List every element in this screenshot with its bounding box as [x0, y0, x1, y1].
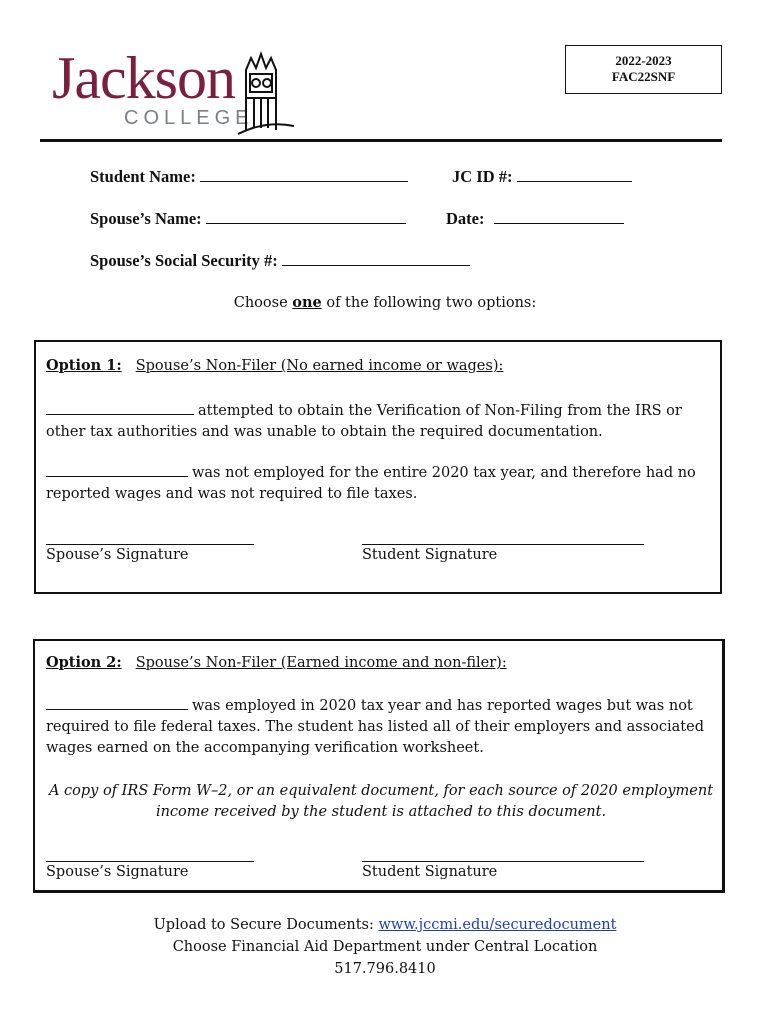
- option-2-heading: [46, 654, 507, 671]
- option-1-student-signature-line[interactable]: [362, 544, 644, 545]
- student-name-field: [90, 166, 408, 187]
- form-code: FAC22SNF: [611, 69, 676, 84]
- jackson-college-logo: [0, 0, 300, 140]
- option-2-student-signature-line[interactable]: [362, 861, 644, 862]
- option-1-item-1: attempted to obtain the Verification of Non-Filing from the IRS or other tax authorities and was unable to obtain the required documentation.: [46, 400, 682, 443]
- spouse-name-label: Spouse’s Name:: [90, 209, 202, 228]
- option-1-item-2-blank[interactable]: [46, 462, 188, 477]
- footer: [0, 914, 770, 980]
- option-2-w2-note: A copy of IRS Form W–2, or an equivalent document, for each source of 2020 employment income received by the student is attached to this document.: [48, 783, 714, 820]
- option-1-label: Option 1:: [46, 357, 122, 374]
- date-input[interactable]: [494, 208, 624, 224]
- department-instruction: Choose Financial Aid Department under Central Location: [172, 939, 598, 955]
- spouse-ssn-field: [90, 250, 470, 271]
- date-field: [446, 208, 624, 229]
- option-2-item-1-blank[interactable]: [46, 695, 188, 710]
- option-1-spouse-signature-label: Spouse’s Signature: [46, 547, 189, 563]
- option-1-box: [34, 340, 722, 594]
- spouse-name-field: [90, 208, 406, 229]
- clock-tower-icon: [236, 50, 296, 136]
- student-name-label: Student Name:: [90, 167, 196, 186]
- student-name-input[interactable]: [200, 166, 408, 182]
- header-divider: [40, 139, 722, 142]
- secure-document-link[interactable]: www.jccmi.edu/securedocument: [378, 917, 617, 933]
- option-2-item-1: was employed in 2020 tax year and has reported wages but was not required to file federal taxes. The student has listed all of their employers and associated wages earned on the accompanying verification worksheet.: [46, 695, 704, 759]
- logo-subtitle: COLLEGE: [124, 107, 254, 129]
- option-2-spouse-signature-line[interactable]: [46, 861, 254, 862]
- spouse-ssn-label: Spouse’s Social Security #:: [90, 251, 278, 270]
- form-year: 2022-2023: [615, 53, 672, 68]
- option-1-student-signature-label: Student Signature: [362, 547, 498, 563]
- option-1-title: Spouse’s Non-Filer (No earned income or wages):: [135, 358, 504, 374]
- spouse-ssn-input[interactable]: [282, 250, 470, 266]
- option-2-title: Spouse’s Non-Filer (Earned income and non-filer):: [135, 655, 507, 671]
- choose-instruction: Choose one of the following two options:: [233, 294, 537, 311]
- option-2-student-signature-label: Student Signature: [362, 864, 498, 880]
- option-1-heading: [46, 357, 503, 374]
- spouse-name-input[interactable]: [206, 208, 406, 224]
- jc-id-field: [452, 166, 632, 187]
- option-1-spouse-signature-line[interactable]: [46, 544, 254, 545]
- option-1-item-1-blank[interactable]: [46, 400, 194, 415]
- option-2-box: [33, 639, 725, 893]
- upload-instruction: Upload to Secure Documents: www.jccmi.edu/securedocument: [153, 917, 617, 933]
- option-1-item-2: was not employed for the entire 2020 tax year, and therefore had no reported wages and was not required to file taxes.: [46, 462, 696, 505]
- date-label: Date:: [446, 209, 485, 228]
- jc-id-label: JC ID #:: [452, 167, 513, 186]
- option-2-label: Option 2:: [46, 654, 122, 671]
- form-code-box: [565, 45, 722, 94]
- logo-wordmark: Jackson: [52, 45, 235, 111]
- phone-number: 517.796.8410: [334, 961, 436, 977]
- jc-id-input[interactable]: [517, 166, 632, 182]
- option-2-spouse-signature-label: Spouse’s Signature: [46, 864, 189, 880]
- choose-emphasis: one: [292, 294, 322, 311]
